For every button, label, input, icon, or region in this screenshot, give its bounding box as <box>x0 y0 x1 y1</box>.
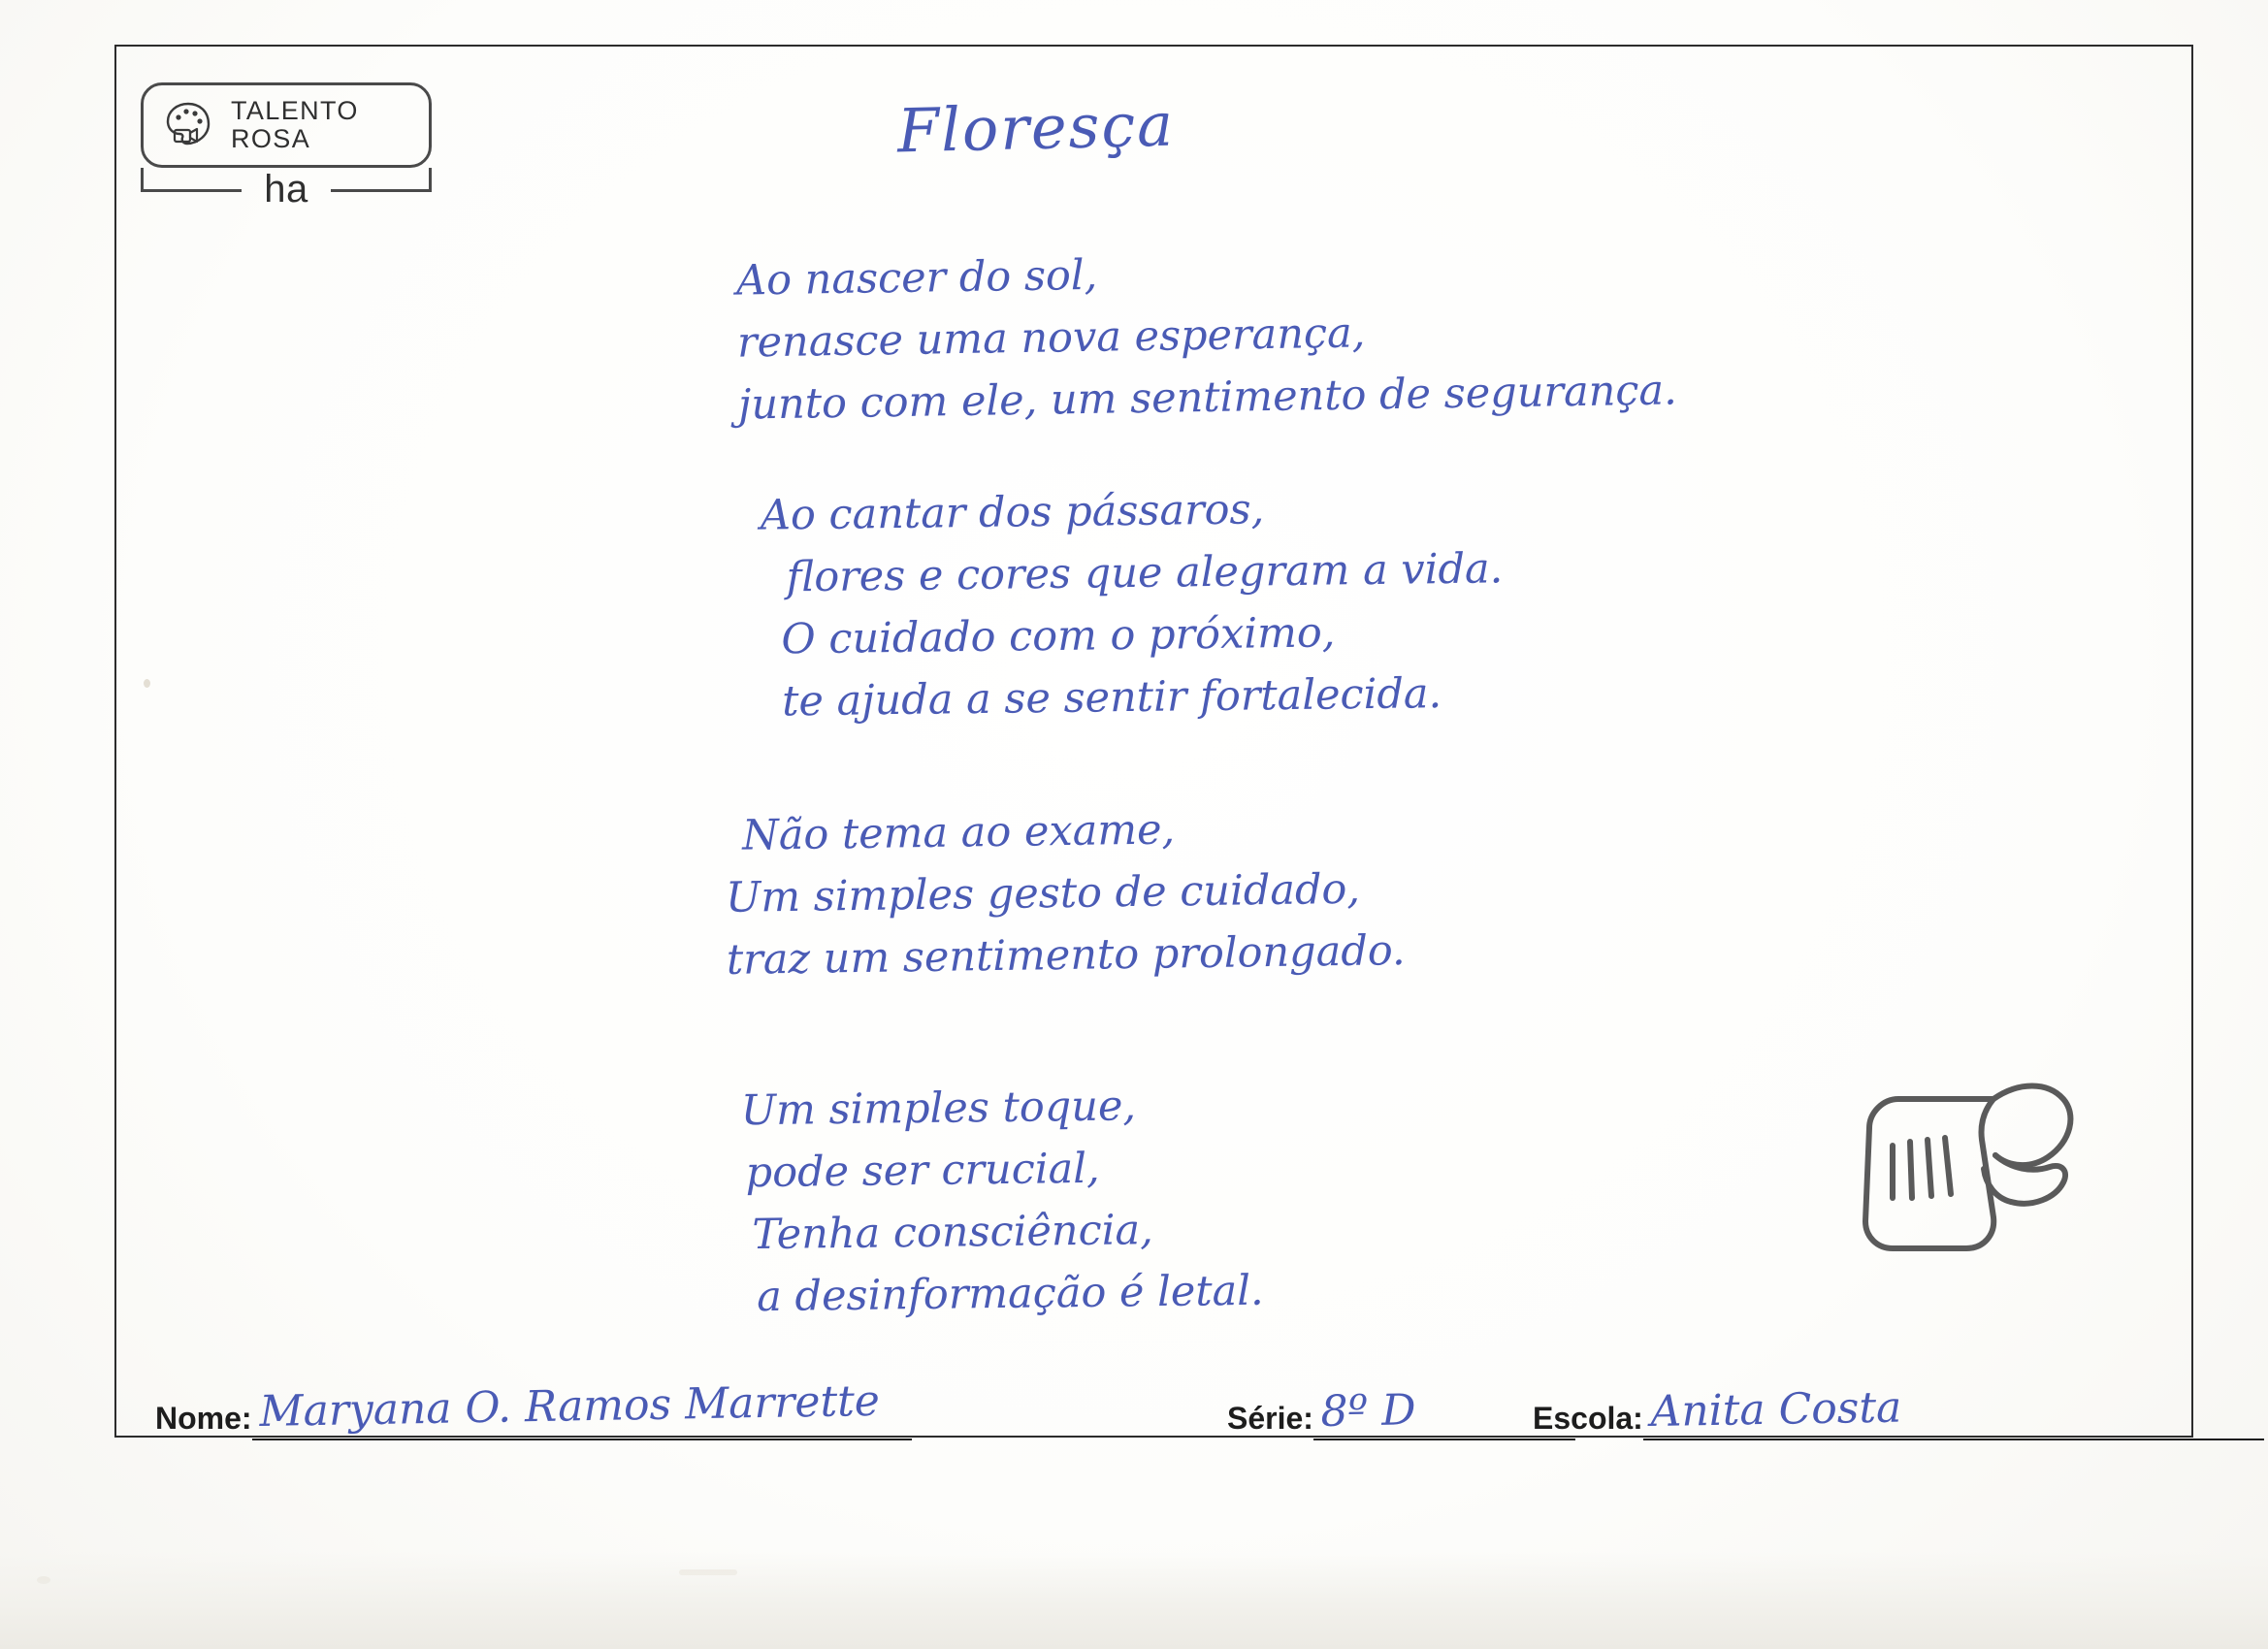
poem-line: te ajuda a se sentir fortalecida. <box>781 669 1442 727</box>
field-nome-label: Nome: <box>155 1401 252 1436</box>
poem-line: renasce uma nova esperança, <box>736 308 1366 368</box>
field-serie-value: 8º D <box>1320 1385 1416 1437</box>
logo-line-2: ROSA <box>231 124 311 153</box>
logo-wordmark <box>231 97 359 152</box>
poem-line: traz um sentimento prolongado. <box>726 926 1406 985</box>
field-nome[interactable] <box>155 1375 912 1440</box>
poem-line: Um simples toque, <box>740 1082 1137 1136</box>
field-escola-value: Anita Costa <box>1649 1382 1902 1437</box>
logo-subtitle-band <box>141 168 432 210</box>
field-nome-rule[interactable] <box>252 1375 912 1440</box>
field-escola-label: Escola: <box>1533 1401 1643 1436</box>
poem-stanza-2 <box>760 475 1505 732</box>
poem-line: Ao nascer do sol, <box>735 250 1098 306</box>
poem-line: a desinformação é letal. <box>756 1266 1264 1322</box>
logo-subtitle: ha <box>264 168 308 210</box>
poem-line: junto com ele, um sentimento de segurança. <box>737 366 1678 430</box>
field-nome-value: Maryana O. Ramos Marrette <box>258 1375 880 1437</box>
field-escola-rule[interactable] <box>1643 1382 2264 1440</box>
poem-line: Tenha consciência, <box>752 1206 1154 1260</box>
field-escola[interactable] <box>1533 1382 2264 1440</box>
poem-line: Ao cantar dos pássaros, <box>760 485 1265 540</box>
scan-speck <box>679 1569 737 1575</box>
field-serie-label: Série: <box>1227 1401 1313 1436</box>
footer-fields <box>155 1373 2154 1440</box>
talento-rosa-logo <box>141 82 432 168</box>
poem-stanza-1 <box>736 235 1678 436</box>
logo-line-1: TALENTO <box>231 96 359 126</box>
poem-line: pode ser crucial, <box>745 1144 1100 1198</box>
poem-stanza-3 <box>725 795 1406 991</box>
scroll-paper-icon <box>1848 1052 2090 1276</box>
poem-line: Não tema ao exame, <box>741 805 1176 860</box>
palette-icon <box>165 101 217 149</box>
field-serie[interactable] <box>1227 1385 1575 1440</box>
poem-stanza-4 <box>740 1074 1264 1329</box>
poem-line: Um simples gesto de cuidado, <box>725 864 1361 922</box>
scan-speck <box>37 1576 50 1584</box>
poem-line: O cuidado com o próximo, <box>781 608 1336 664</box>
poem-line: flores e cores que alegram a vida. <box>786 544 1504 602</box>
poem-title: Floresça <box>896 88 1176 167</box>
